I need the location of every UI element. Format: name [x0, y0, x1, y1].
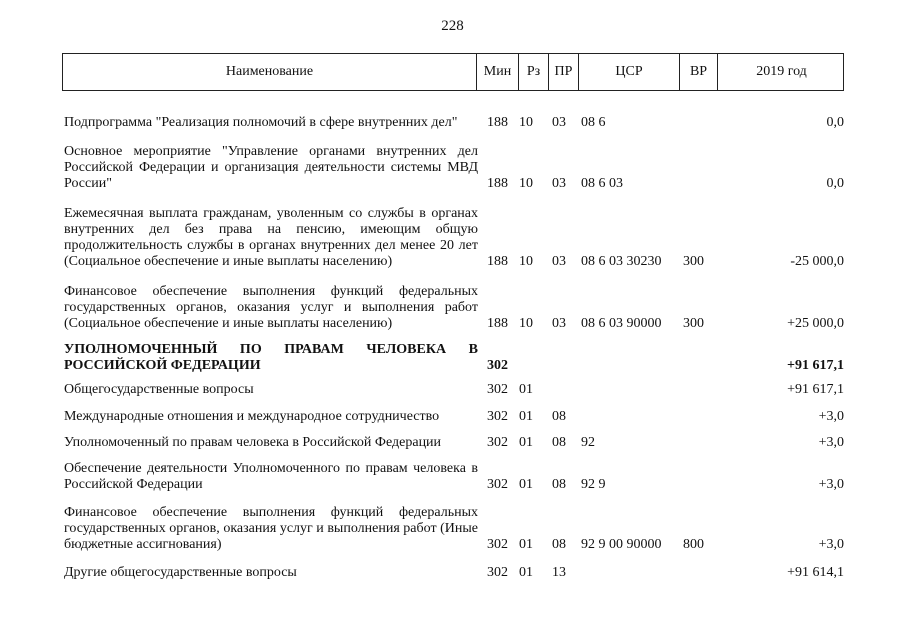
- row-rz: 10: [519, 176, 533, 191]
- row-csr: 08 6 03 30230: [581, 254, 662, 269]
- row-csr: 08 6 03: [581, 176, 623, 191]
- row-amount: 0,0: [826, 176, 844, 191]
- table-row: [62, 435, 844, 451]
- table-header: [62, 53, 844, 91]
- row-min: 188: [487, 254, 508, 269]
- row-min: 302: [487, 358, 508, 373]
- row-vr: 300: [683, 316, 704, 331]
- row-name: Уполномоченный по правам человека в Российской Федерации: [64, 435, 442, 450]
- row-pr: 08: [552, 435, 566, 450]
- table-row: [62, 382, 844, 398]
- header-name: Наименование: [63, 54, 477, 90]
- row-amount: +3,0: [818, 537, 844, 552]
- row-name: Финансовое обеспечение выполнения функций федеральных государственных органов, оказания услуг и выполнения работ (Социальное обеспечение и иные выплаты населению): [64, 284, 478, 331]
- row-min: 302: [487, 477, 508, 492]
- row-amount: +91 617,1: [787, 358, 844, 373]
- row-pr: 03: [552, 254, 566, 269]
- row-min: 302: [487, 435, 508, 450]
- table-row: [62, 505, 844, 553]
- row-pr: 08: [552, 477, 566, 492]
- row-rz: 10: [519, 254, 533, 269]
- row-min: 188: [487, 115, 508, 130]
- row-amount: +3,0: [818, 409, 844, 424]
- row-name: УПОЛНОМОЧЕННЫЙ ПО ПРАВАМ ЧЕЛОВЕКА В РОССИЙСКОЙ ФЕДЕРАЦИИ: [64, 342, 478, 373]
- row-rz: 01: [519, 477, 533, 492]
- row-csr: 92 9 00 90000: [581, 537, 662, 552]
- row-name: Основное мероприятие "Управление органами внутренних дел Российской Федерации и организация деятельности системы МВД России": [64, 144, 478, 191]
- table-row: [62, 461, 844, 493]
- row-min: 188: [487, 316, 508, 331]
- row-pr: 13: [552, 565, 566, 580]
- row-name: Подпрограмма "Реализация полномочий в сфере внутренних дел": [64, 115, 458, 130]
- row-rz: 10: [519, 115, 533, 130]
- row-vr: 300: [683, 254, 704, 269]
- row-vr: 800: [683, 537, 704, 552]
- row-name: Ежемесячная выплата гражданам, уволенным со службы в органах внутренних дел без права на пенсию, имеющим общую продолжительность службы в органах внутренних дел менее 20 лет (Социальное обеспечение и иные выплаты населению): [64, 206, 478, 269]
- page-number: 228: [441, 18, 464, 34]
- header-min: Мин: [477, 54, 519, 90]
- row-pr: 08: [552, 537, 566, 552]
- row-rz: 01: [519, 537, 533, 552]
- table-row: [62, 284, 844, 332]
- row-rz: 10: [519, 316, 533, 331]
- header-csr: ЦСР: [579, 54, 680, 90]
- table-row: [62, 565, 844, 581]
- table-row: [62, 144, 844, 192]
- row-amount: +25 000,0: [787, 316, 844, 331]
- row-amount: +3,0: [818, 477, 844, 492]
- table-row: [62, 342, 844, 374]
- header-year: 2019 год: [756, 64, 807, 79]
- row-amount: 0,0: [826, 115, 844, 130]
- row-name: Финансовое обеспечение выполнения функций федеральных государственных органов, оказания услуг и выполнения работ (Иные бюджетные ассигнования): [64, 505, 478, 552]
- table-row: [62, 206, 844, 270]
- row-csr: 92: [581, 435, 595, 450]
- row-pr: 08: [552, 409, 566, 424]
- row-pr: 03: [552, 316, 566, 331]
- row-rz: 01: [519, 565, 533, 580]
- row-min: 302: [487, 409, 508, 424]
- row-rz: 01: [519, 435, 533, 450]
- row-csr: 92 9: [581, 477, 606, 492]
- row-min: 302: [487, 537, 508, 552]
- row-rz: 01: [519, 382, 533, 397]
- row-pr: 03: [552, 115, 566, 130]
- row-amount: +3,0: [818, 435, 844, 450]
- row-rz: 01: [519, 409, 533, 424]
- row-min: 302: [487, 382, 508, 397]
- header-pr: ПР: [549, 54, 579, 90]
- row-min: 188: [487, 176, 508, 191]
- row-amount: +91 617,1: [787, 382, 844, 397]
- row-name: Общегосударственные вопросы: [64, 382, 254, 397]
- row-min: 302: [487, 565, 508, 580]
- table-row: [62, 99, 844, 131]
- row-csr: 08 6: [581, 115, 606, 130]
- header-rz: Рз: [519, 54, 549, 90]
- row-pr: 03: [552, 176, 566, 191]
- row-name: Другие общегосударственные вопросы: [64, 565, 297, 580]
- row-csr: 08 6 03 90000: [581, 316, 662, 331]
- table-row: [62, 409, 844, 425]
- row-name: Обеспечение деятельности Уполномоченного по правам человека в Российской Федерации: [64, 461, 478, 492]
- row-amount: +91 614,1: [787, 565, 844, 580]
- row-name: Международные отношения и международное сотрудничество: [64, 409, 440, 424]
- header-vr: ВР: [680, 54, 718, 90]
- row-amount: -25 000,0: [790, 254, 844, 269]
